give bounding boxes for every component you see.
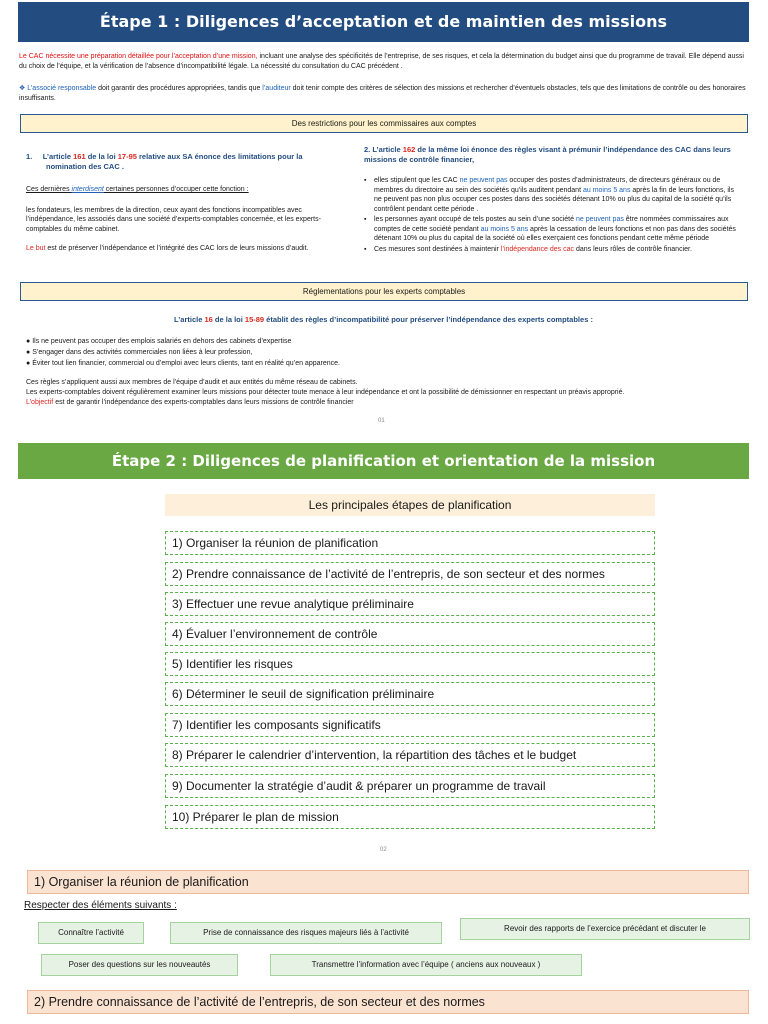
ec-bullet-list	[26, 336, 340, 369]
h-pre: L’article	[42, 152, 74, 161]
emph: ne peuvent pas	[575, 216, 624, 223]
planning-step: 9) Documenter la stratégie d’audit & préparer un programme de travail	[165, 774, 655, 798]
section-box-1: 1) Organiser la réunion de planification	[27, 870, 749, 894]
t: de la loi	[212, 315, 245, 324]
article-16-line	[18, 315, 749, 324]
article-162-list	[364, 176, 742, 254]
planning-step: 10) Préparer le plan de mission	[165, 805, 655, 829]
list-number: 1.	[26, 152, 33, 161]
t: elles stipulent que les CAC	[374, 177, 460, 184]
prohibition-intro	[26, 185, 326, 195]
planning-step: 4) Évaluer l’environnement de contrôle	[165, 622, 655, 646]
planning-step: 2) Prendre connaissance de l’activité de l’entrepris, de son secteur et des normes	[165, 562, 655, 586]
article-161-heading	[26, 152, 326, 171]
purpose-label: Le but	[26, 245, 46, 252]
list-item	[364, 215, 742, 244]
element-box: Prise de connaissance des risques majeurs liés à l’activité	[170, 922, 442, 944]
planning-step: 1) Organiser la réunion de planification	[165, 531, 655, 555]
planning-step: 6) Déterminer le seuil de signification préliminaire	[165, 682, 655, 706]
associate-paragraph	[19, 84, 749, 104]
article-162-heading	[364, 145, 742, 164]
element-box: Revoir des rapports de l’exercice précédant et discuter le	[460, 918, 750, 940]
purpose-text: est de préserver l’indépendance et l’intégrité des CAC lors de leurs missions d’audit.	[45, 245, 309, 252]
emph: au moins 5 ans	[480, 225, 529, 233]
h-post: de la même loi énonce des règles visant à prémunir l’indépendance des CAC dans leurs missions de contrôle financier,	[364, 145, 731, 164]
emph: au moins 5 ans	[582, 186, 631, 194]
page-number: 01	[378, 418, 385, 424]
t: L’article	[174, 315, 205, 324]
planning-step: 3) Effectuer une revue analytique préliminaire	[165, 592, 655, 616]
emph: ne peuvent pas	[459, 177, 508, 184]
planning-step: 7) Identifier les composants significatifs	[165, 713, 655, 737]
diamond-bullet-icon: ❖	[19, 85, 26, 92]
h-post: relative aux SA énonce des limitations pour la nomination des CAC .	[46, 152, 303, 171]
respect-heading: Respecter des éléments suivants :	[24, 900, 177, 911]
associate-text-1: doit garantir des procédures appropriées, tandis que	[96, 85, 263, 92]
article-number: 162	[402, 145, 416, 154]
intro-red-lead: Le CAC nécessite une préparation détaillée pour l’acceptation d’une mission,	[19, 53, 258, 60]
planning-steps-title: Les principales étapes de planification	[165, 494, 655, 516]
closing-paragraph	[26, 378, 748, 408]
article-number: 16	[204, 315, 213, 324]
page-number: 02	[380, 847, 387, 853]
t: dans leurs rôles de contrôle financier.	[574, 245, 692, 253]
auditor-highlight: l’auditeur	[262, 85, 291, 92]
law-number: 17-95	[117, 152, 137, 161]
step1-title: Étape 1 : Diligences d’acceptation et de maintien des missions	[18, 2, 749, 42]
t: occuper des postes d’administrateurs, de directeurs généraux ou de membres du directoire au sein des sociétés qu’ils auditent pendant	[374, 177, 721, 194]
t: S’engager dans des activités commerciales non liées à leur profession,	[32, 349, 253, 356]
objective-label: L’objectif	[26, 399, 54, 406]
list-item: ● Ils ne peuvent pas occuper des emplois salariés en dehors des cabinets d’expertise	[26, 338, 292, 345]
element-box: Connaître l’activité	[38, 922, 144, 944]
planning-step: 8) Préparer le calendrier d’intervention, la répartition des tâches et le budget	[165, 743, 655, 767]
list-item	[364, 176, 742, 214]
element-box: Transmettre l’information avec l’équipe ( anciens aux nouveaux )	[270, 954, 582, 976]
restrictions-left-column	[26, 152, 326, 261]
section-box-2: 2) Prendre connaissance de l’activité de l’entrepris, de son secteur et des normes	[27, 990, 749, 1014]
t: les personnes ayant occupé de tels postes au sein d’une société	[374, 216, 576, 223]
list-item: ● Éviter tout lien financier, commercial ou d’emploi avec leurs clients, tant en réalité qu’en apparence.	[26, 360, 340, 367]
t: établit des règles d’incompatibilité pour préserver l’indépendance des experts comptables :	[264, 315, 593, 324]
article-number: 161	[73, 152, 86, 161]
t: Éviter tout lien financier, commercial ou d’emploi avec leurs clients, tant en réalité qu’en apparence.	[32, 360, 340, 367]
list-item: ● S’engager dans des activités commerciales non liées à leur profession,	[26, 349, 253, 356]
restrictions-right-column	[364, 145, 742, 255]
intro-paragraph	[19, 52, 749, 72]
law-number: 15-89	[244, 315, 265, 324]
closing-line-2: Les experts-comptables doivent régulièrement examiner leurs missions pour détecter toute menace à leur indépendance et ont la possibilité de démissionner en respectant un préavis approprié.	[26, 389, 625, 396]
h-mid: de la loi	[85, 152, 118, 161]
objective-text: est de garantir l’indépendance des experts-comptables dans leurs missions de contrôle financier	[53, 399, 354, 406]
para1-pre: Ces dernières	[26, 186, 72, 193]
associate-highlight: L’associé responsable	[27, 85, 97, 92]
t: Ils ne peuvent pas occuper des emplois salariés en dehors des cabinets d’expertise	[32, 338, 292, 345]
t: après la fin de leurs fonctions, ils ne peuvent pas non plus occuper ces postes dans des sociétés détenant 10% ou plus du capital de la société qu’ils contrôlent pendant cette période .	[374, 186, 734, 213]
h-pre: 2. L’article	[364, 145, 403, 154]
closing-line-1: Ces règles s’appliquent aussi aux membres de l’équipe d’audit et aux entités du même réseau de cabinets.	[26, 379, 358, 386]
planning-step: 5) Identifier les risques	[165, 652, 655, 676]
emph: l’indépendance des cac	[500, 245, 575, 253]
restrictions-header: Des restrictions pour les commissaires aux comptes	[20, 114, 748, 133]
t: être nommées commissaires aux comptes de cette société pendant	[374, 216, 729, 233]
reglementations-header: Réglementations pour les experts comptables	[20, 282, 748, 301]
associate-text-2: doit tenir compte des critères de sélection des missions et rechercher d’éventuels obstacles, tels que des limitations de contrôle ou des honoraires insuffisants.	[19, 85, 746, 102]
closing-line-3	[26, 398, 748, 408]
t: après la cessation de leurs fonctions et non pas dans des sociétés détenant 10% ou plus du capital de la société où elles exerçaient ces fonctions pendant cette même période	[374, 225, 736, 242]
list-item	[364, 245, 742, 255]
purpose-paragraph	[26, 244, 326, 254]
t: Ces mesures sont destinées à maintenir	[374, 245, 501, 253]
interdisent-word: interdisent	[71, 186, 104, 193]
para1-post: certaines personnes d’occuper cette fonction :	[103, 186, 249, 193]
element-box: Poser des questions sur les nouveautés	[41, 954, 238, 976]
prohibited-persons: les fondateurs, les membres de la direction, ceux ayant des fonctions incompatibles avec l’indépendance, les associés dans une société d’experts-comptables concernée, et les experts-comptables du même cabinet.	[26, 206, 321, 233]
step2-title: Étape 2 : Diligences de planification et orientation de la mission	[18, 443, 749, 479]
intro-text: incluant une analyse des spécificités de l’entreprise, de ses risques, et cela la détermination du budget ainsi que du programme de travail. Elle dépend aussi du choix de l’équipe, et la vérification de l’absence d’incompatibilité légale. La nécessité du consultation du CAC précédent .	[19, 53, 744, 70]
